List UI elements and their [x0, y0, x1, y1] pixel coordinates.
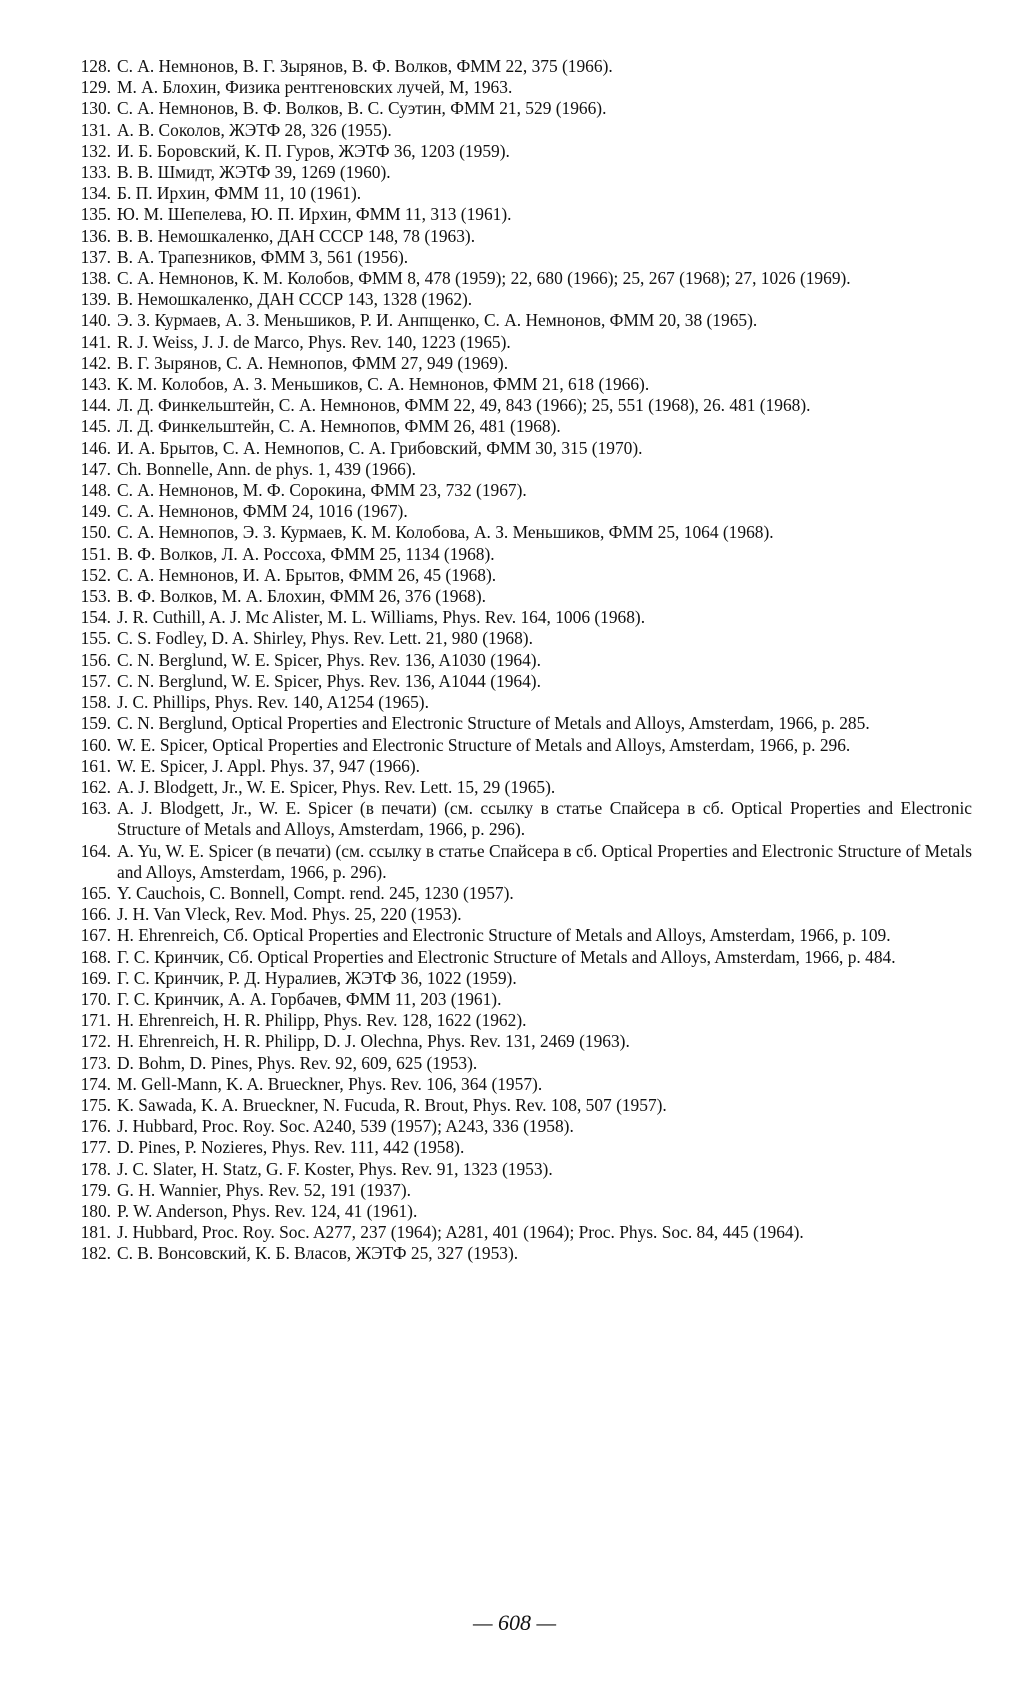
reference-text: Ch. Bonnelle, Ann. de phys. 1, 439 (1966). [117, 458, 417, 479]
reference-number: 153. [80, 586, 111, 607]
reference-text: А. В. Соколов, ЖЭТФ 28, 326 (1955). [117, 119, 392, 140]
reference-number: 146. [80, 437, 111, 458]
reference-item [62, 353, 972, 374]
reference-number: 148. [80, 480, 111, 501]
reference-text: C. N. Berglund, W. E. Spicer, Phys. Rev. 136, A1044 (1964). [117, 670, 541, 691]
reference-text: С. А. Немнонов, ФММ 24, 1016 (1967). [117, 501, 408, 522]
reference-number: 130. [80, 98, 111, 119]
reference-item [62, 1095, 972, 1116]
reference-item [62, 374, 972, 395]
reference-number: 159. [80, 713, 111, 734]
reference-number: 143. [80, 374, 111, 395]
reference-number: 137. [80, 246, 111, 267]
reference-text: C. N. Berglund, Optical Properties and Electronic Structure of Metals and Alloys, Amsterdam, 1966, p. 285. [117, 713, 870, 734]
reference-text: K. Sawada, K. A. Brueckner, N. Fucuda, R. Brout, Phys. Rev. 108, 507 (1957). [117, 1094, 667, 1115]
reference-text: M. Gell-Mann, K. A. Brueckner, Phys. Rev. 106, 364 (1957). [117, 1073, 543, 1094]
reference-text: J. Hubbard, Proc. Roy. Soc. A277, 237 (1964); A281, 401 (1964); Proc. Phys. Soc. 84, 445 (1964). [117, 1222, 804, 1243]
reference-item [62, 332, 972, 353]
reference-number: 167. [80, 925, 111, 946]
reference-text: В. Ф. Волков, Л. А. Россоха, ФММ 25, 1134 (1968). [117, 543, 495, 564]
reference-number: 152. [80, 564, 111, 585]
reference-text: H. Ehrenreich, H. R. Philipp, Phys. Rev. 128, 1622 (1962). [117, 1010, 527, 1031]
reference-item [62, 1074, 972, 1095]
reference-text: С. В. Вонсовский, К. Б. Власов, ЖЭТФ 25, 327 (1953). [117, 1243, 519, 1264]
reference-number: 144. [80, 395, 111, 416]
reference-number: 182. [80, 1243, 111, 1264]
reference-text: A. Yu, W. E. Spicer (в печати) (см. ссылку в статье Спайсера в сб. Optical Properties and Electronic Structure of Metals and Alloys, Amsterdam, 1966, p. 296). [117, 840, 972, 882]
reference-number: 151. [80, 543, 111, 564]
reference-number: 135. [80, 204, 111, 225]
reference-text: С. А. Немнопов, Э. З. Курмаев, К. М. Колобова, А. З. Меньшиков, ФММ 25, 1064 (1968). [117, 522, 774, 543]
reference-number: 133. [80, 162, 111, 183]
reference-item [62, 841, 972, 883]
reference-text: С. А. Немнонов, В. Г. Зырянов, В. Ф. Волков, ФММ 22, 375 (1966). [117, 56, 613, 76]
reference-item [62, 522, 972, 543]
reference-text: A. J. Blodgett, Jr., W. E. Spicer, Phys. Rev. Lett. 15, 29 (1965). [117, 776, 556, 797]
reference-item [62, 798, 972, 840]
reference-number: 142. [80, 352, 111, 373]
reference-item [62, 968, 972, 989]
reference-number: 164. [80, 840, 111, 861]
reference-item [62, 756, 972, 777]
reference-item [62, 1222, 972, 1243]
reference-item [62, 1116, 972, 1137]
reference-item [62, 480, 972, 501]
reference-text: Э. З. Курмаев, А. З. Меньшиков, Р. И. Анпщенко, С. А. Немнонов, ФММ 20, 38 (1965). [117, 310, 758, 331]
reference-item [62, 1010, 972, 1031]
reference-item [62, 883, 972, 904]
reference-item [62, 628, 972, 649]
reference-item [62, 141, 972, 162]
reference-text: J. C. Slater, H. Statz, G. F. Koster, Phys. Rev. 91, 1323 (1953). [117, 1158, 553, 1179]
reference-text: W. E. Spicer, Optical Properties and Electronic Structure of Metals and Alloys, Amsterdam, 1966, p. 296. [117, 734, 851, 755]
reference-number: 134. [80, 183, 111, 204]
reference-item [62, 459, 972, 480]
reference-number: 181. [80, 1222, 111, 1243]
reference-text: С. А. Немнонов, И. А. Брытов, ФММ 26, 45 (1968). [117, 564, 497, 585]
reference-number: 176. [80, 1116, 111, 1137]
reference-text: H. Ehrenreich, Сб. Optical Properties and Electronic Structure of Metals and Alloys, Amsterdam, 1966, p. 109. [117, 925, 891, 946]
reference-text: С. А. Немнонов, К. М. Колобов, ФММ 8, 478 (1959); 22, 680 (1966); 25, 267 (1968); 27, 1026 (1969). [117, 268, 851, 289]
reference-item [62, 544, 972, 565]
reference-item [62, 247, 972, 268]
reference-number: 180. [80, 1200, 111, 1221]
reference-item [62, 735, 972, 756]
reference-item [62, 289, 972, 310]
reference-number: 150. [80, 522, 111, 543]
reference-item [62, 777, 972, 798]
reference-number: 170. [80, 988, 111, 1009]
reference-item [62, 650, 972, 671]
reference-text: Л. Д. Финкельштейн, С. А. Немнонов, ФММ 22, 49, 843 (1966); 25, 551 (1968), 26. 481 (1968). [117, 395, 811, 416]
reference-text: D. Bohm, D. Pines, Phys. Rev. 92, 609, 625 (1953). [117, 1052, 478, 1073]
reference-number: 138. [80, 268, 111, 289]
reference-item [62, 1159, 972, 1180]
reference-item [62, 565, 972, 586]
page-number: — 608 — [472, 1610, 557, 1635]
reference-item [62, 671, 972, 692]
reference-number: 171. [80, 1010, 111, 1031]
reference-item [62, 268, 972, 289]
reference-number: 174. [80, 1073, 111, 1094]
reference-item [62, 1031, 972, 1052]
reference-item [62, 416, 972, 437]
reference-text: В. А. Трапезников, ФММ 3, 561 (1956). [117, 246, 409, 267]
reference-item [62, 1180, 972, 1201]
reference-item [62, 501, 972, 522]
reference-text: Л. Д. Финкельштейн, С. А. Немнопов, ФММ 26, 481 (1968). [117, 416, 561, 437]
reference-number: 129. [80, 77, 111, 98]
reference-text: В. В. Немошкаленко, ДАН СССР 148, 78 (1963). [117, 225, 476, 246]
reference-text: В. В. Шмидт, ЖЭТФ 39, 1269 (1960). [117, 162, 391, 183]
reference-item [62, 586, 972, 607]
reference-number: 168. [80, 946, 111, 967]
reference-text: В. Немошкаленко, ДАН СССР 143, 1328 (1962). [117, 289, 473, 310]
reference-item [62, 692, 972, 713]
reference-text: A. J. Blodgett, Jr., W. E. Spicer (в печати) (см. ссылку в статье Спайсера в сб. Optical Properties and Electronic Structure of Metals and Alloys, Amsterdam, 1966, p. 296). [117, 798, 972, 840]
reference-number: 136. [80, 225, 111, 246]
reference-text: P. W. Anderson, Phys. Rev. 124, 41 (1961). [117, 1200, 418, 1221]
reference-number: 154. [80, 607, 111, 628]
reference-number: 172. [80, 1031, 111, 1052]
reference-text: D. Pines, P. Nozieres, Phys. Rev. 111, 442 (1958). [117, 1137, 465, 1158]
reference-item [62, 925, 972, 946]
reference-number: 140. [80, 310, 111, 331]
reference-text: Г. С. Кринчик, А. А. Горбачев, ФММ 11, 203 (1961). [117, 988, 502, 1009]
reference-item [62, 120, 972, 141]
reference-text: В. Ф. Волков, М. А. Блохин, ФММ 26, 376 (1968). [117, 586, 486, 607]
reference-text: J. H. Van Vleck, Rev. Mod. Phys. 25, 220 (1953). [117, 904, 462, 925]
reference-text: H. Ehrenreich, H. R. Philipp, D. J. Olechna, Phys. Rev. 131, 2469 (1963). [117, 1031, 630, 1052]
reference-list [62, 56, 972, 1265]
reference-item [62, 1053, 972, 1074]
reference-text: В. Г. Зырянов, С. А. Немнопов, ФММ 27, 949 (1969). [117, 352, 509, 373]
reference-number: 166. [80, 904, 111, 925]
reference-number: 149. [80, 501, 111, 522]
reference-number: 131. [80, 119, 111, 140]
reference-item [62, 56, 972, 77]
reference-text: И. А. Брытов, С. А. Немнопов, С. А. Грибовский, ФММ 30, 315 (1970). [117, 437, 643, 458]
reference-number: 179. [80, 1179, 111, 1200]
reference-text: Y. Cauchois, C. Bonnell, Compt. rend. 245, 1230 (1957). [117, 882, 514, 903]
reference-text: С. А. Немнонов, В. Ф. Волков, В. С. Суэтин, ФММ 21, 529 (1966). [117, 98, 607, 119]
reference-item [62, 904, 972, 925]
reference-number: 155. [80, 628, 111, 649]
reference-number: 165. [80, 882, 111, 903]
reference-item [62, 395, 972, 416]
reference-item [62, 77, 972, 98]
reference-number: 162. [80, 776, 111, 797]
reference-number: 157. [80, 670, 111, 691]
reference-text: Ю. М. Шепелева, Ю. П. Ирхин, ФММ 11, 313 (1961). [117, 204, 512, 225]
reference-item [62, 989, 972, 1010]
reference-number: 163. [80, 798, 111, 819]
reference-number: 132. [80, 140, 111, 161]
reference-text: R. J. Weiss, J. J. de Marco, Phys. Rev. 140, 1223 (1965). [117, 331, 511, 352]
reference-number: 178. [80, 1158, 111, 1179]
reference-text: М. А. Блохин, Физика рентгеновских лучей, М, 1963. [117, 77, 513, 98]
reference-text: W. E. Spicer, J. Appl. Phys. 37, 947 (1966). [117, 755, 420, 776]
reference-text: С. А. Немнонов, М. Ф. Сорокина, ФММ 23, 732 (1967). [117, 480, 527, 501]
reference-number: 173. [80, 1052, 111, 1073]
reference-text: C. N. Berglund, W. E. Spicer, Phys. Rev. 136, A1030 (1964). [117, 649, 541, 670]
reference-item [62, 98, 972, 119]
reference-number: 161. [80, 755, 111, 776]
reference-number: 141. [80, 331, 111, 352]
reference-item [62, 438, 972, 459]
reference-item [62, 1243, 972, 1264]
reference-number: 156. [80, 649, 111, 670]
reference-text: К. М. Колобов, А. З. Меньшиков, С. А. Немнонов, ФММ 21, 618 (1966). [117, 374, 650, 395]
reference-number: 139. [80, 289, 111, 310]
reference-number: 177. [80, 1137, 111, 1158]
reference-item [62, 713, 972, 734]
reference-item [62, 310, 972, 331]
reference-item [62, 226, 972, 247]
reference-text: J. Hubbard, Proc. Roy. Soc. A240, 539 (1957); A243, 336 (1958). [117, 1116, 574, 1137]
reference-number: 175. [80, 1094, 111, 1115]
reference-number: 169. [80, 967, 111, 988]
reference-text: И. Б. Боровский, К. П. Гуров, ЖЭТФ 36, 1203 (1959). [117, 140, 510, 161]
reference-text: J. R. Cuthill, A. J. Mc Alister, M. L. Williams, Phys. Rev. 164, 1006 (1968). [117, 607, 646, 628]
reference-item [62, 162, 972, 183]
reference-item [62, 947, 972, 968]
reference-number: 160. [80, 734, 111, 755]
reference-text: J. C. Phillips, Phys. Rev. 140, A1254 (1965). [117, 692, 429, 713]
reference-text: Б. П. Ирхин, ФММ 11, 10 (1961). [117, 183, 362, 204]
reference-number: 158. [80, 692, 111, 713]
reference-text: Г. С. Кринчик, Сб. Optical Properties and Electronic Structure of Metals and Alloys, Amsterdam, 1966, p. 484. [117, 946, 896, 967]
reference-item [62, 607, 972, 628]
reference-item [62, 1137, 972, 1158]
reference-item [62, 204, 972, 225]
reference-number: 147. [80, 458, 111, 479]
reference-number: 128. [80, 56, 111, 76]
reference-text: Г. С. Кринчик, Р. Д. Нуралиев, ЖЭТФ 36, 1022 (1959). [117, 967, 517, 988]
reference-number: 145. [80, 416, 111, 437]
reference-text: C. S. Fodley, D. A. Shirley, Phys. Rev. Lett. 21, 980 (1968). [117, 628, 533, 649]
reference-item [62, 183, 972, 204]
reference-item [62, 1201, 972, 1222]
reference-text: G. H. Wannier, Phys. Rev. 52, 191 (1937). [117, 1179, 411, 1200]
